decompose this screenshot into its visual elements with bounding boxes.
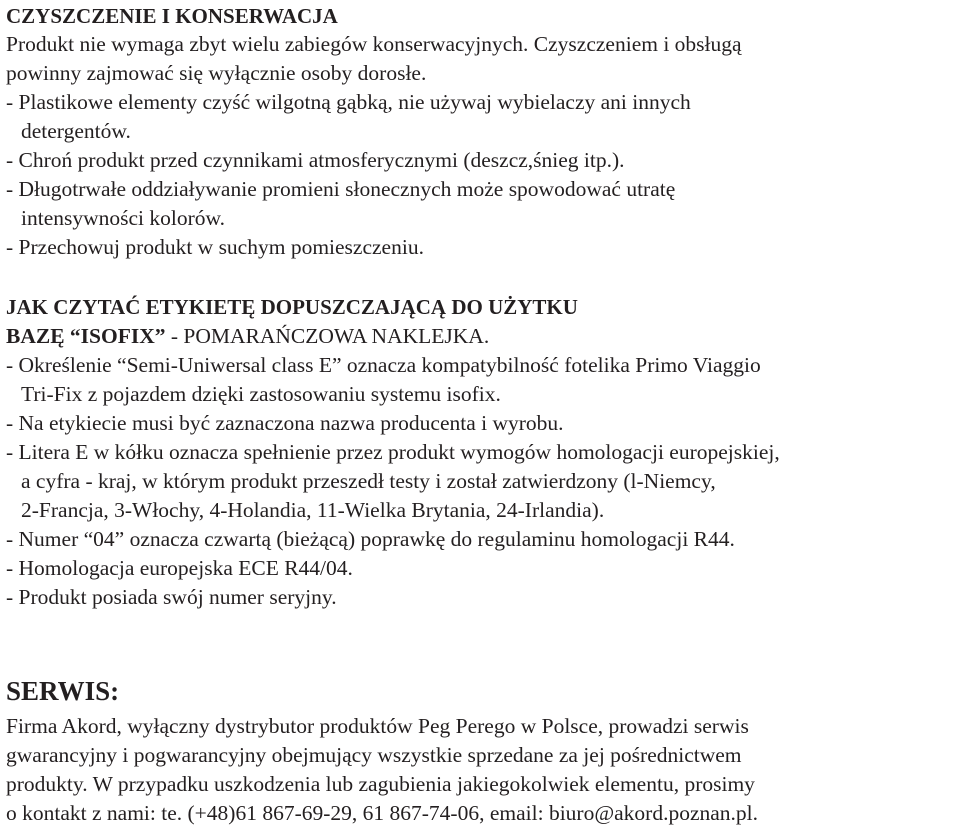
paragraph-line: gwarancyjny i pogwarancyjny obejmujący wszystkie sprzedane za jej pośrednictwem [6,743,742,767]
list-item: - Określenie “Semi-Uniwersal class E” oznacza kompatybilność fotelika Primo Viaggio [6,353,761,377]
list-item-continuation: a cyfra - kraj, w którym produkt przeszedł testy i został zatwierdzony (l-Niemcy, [21,469,716,493]
list-item-continuation: detergentów. [21,119,131,143]
list-item: - Długotrwałe oddziaływanie promieni słonecznych może spowodować utratę [6,177,676,201]
paragraph-line: Produkt nie wymaga zbyt wielu zabiegów konserwacyjnych. Czyszczeniem i obsługą [6,32,742,56]
list-item: - Numer “04” oznacza czwartą (bieżącą) poprawkę do regulaminu homologacji R44. [6,527,735,551]
section-subtitle-bold: BAZĘ “ISOFIX” [6,324,166,348]
paragraph-line: Firma Akord, wyłączny dystrybutor produktów Peg Perego w Polsce, prowadzi serwis [6,714,749,738]
paragraph-line-contact: o kontakt z nami: te. (+48)61 867-69-29, 61 867-74-06, email: biuro@akord.poznan.pl. [6,801,759,825]
list-item: - Produkt posiada swój numer seryjny. [6,585,337,609]
section-subtitle [6,322,489,350]
paragraph-line: produkty. W przypadku uszkodzenia lub zagubienia jakiegokolwiek elementu, prosimy [6,772,755,796]
list-item: - Na etykiecie musi być zaznaczona nazwa producenta i wyrobu. [6,411,564,435]
section-subtitle-rest: - POMARAŃCZOWA NAKLEJKA. [165,324,490,348]
list-item: - Homologacja europejska ECE R44/04. [6,556,353,580]
list-item: - Plastikowe elementy czyść wilgotną gąbką, nie używaj wybielaczy ani innych [6,90,691,114]
section-title-label-reading: JAK CZYTAĆ ETYKIETĘ DOPUSZCZAJĄCĄ DO UŻYTKU [6,295,578,319]
paragraph-line: powinny zajmować się wyłącznie osoby dorosłe. [6,61,427,85]
section-title-service: SERWIS: [6,676,120,706]
list-item: - Chroń produkt przed czynnikami atmosferycznymi (deszcz,śnieg itp.). [6,148,625,172]
list-item: - Litera E w kółku oznacza spełnienie przez produkt wymogów homologacji europejskiej, [6,440,780,464]
list-item-continuation: intensywności kolorów. [21,206,226,230]
section-title-cleaning: CZYSZCZENIE I KONSERWACJA [6,4,338,28]
list-item-continuation: 2-Francja, 3-Włochy, 4-Holandia, 11-Wielka Brytania, 24-Irlandia). [21,498,605,522]
list-item-continuation: Tri-Fix z pojazdem dzięki zastosowaniu systemu isofix. [21,382,501,406]
list-item: - Przechowuj produkt w suchym pomieszczeniu. [6,235,424,259]
